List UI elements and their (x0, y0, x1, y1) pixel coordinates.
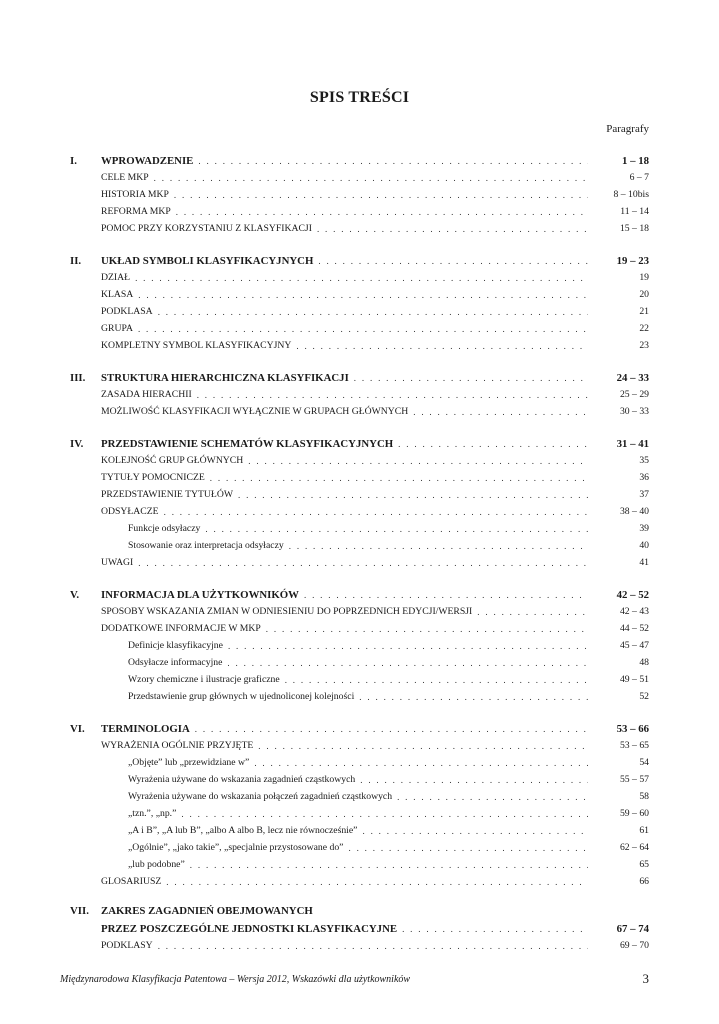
entry-label: „tzn.”, „np.” (128, 808, 177, 819)
entry-pages: 66 (639, 876, 649, 887)
column-header: Paragrafy (606, 123, 649, 135)
entry-label: GLOSARIUSZ (101, 876, 162, 887)
section-title: PRZEZ POSZCZEGÓLNE JEDNOSTKI KLASYFIKACYJNE (101, 923, 398, 935)
dot-leader (413, 406, 588, 420)
dot-leader (135, 272, 588, 286)
dot-leader (402, 923, 588, 937)
entry-pages: 23 (639, 340, 649, 351)
entry-pages: 36 (639, 472, 649, 483)
section-title: INFORMACJA DLA UŻYTKOWNIKÓW (101, 589, 299, 601)
entry-label: HISTORIA MKP (101, 189, 169, 200)
entry-pages: 44 – 52 (619, 623, 649, 634)
dot-leader (164, 506, 588, 520)
entry-label: Wzory chemiczne i ilustracje graficzne (128, 674, 280, 685)
section-number: VII. (70, 905, 89, 917)
toc-section-heading[interactable] (70, 251, 649, 269)
dot-leader (138, 323, 588, 337)
entry-pages: 39 (639, 523, 649, 534)
toc-entry[interactable] (70, 320, 649, 337)
entry-label: MOŻLIWOŚĆ KLASYFIKACJI WYŁĄCZNIE W GRUPACH GŁÓWNYCH (101, 406, 409, 417)
page-title: SPIS TREŚCI (309, 89, 410, 106)
section-number: I. (70, 155, 77, 167)
entry-pages: 49 – 51 (619, 674, 649, 685)
toc-entry[interactable] (70, 873, 649, 890)
dot-leader (205, 523, 588, 537)
section-title: UKŁAD SYMBOLI KLASYFIKACYJNYCH (101, 255, 314, 267)
entry-label: UWAGI (101, 557, 134, 568)
entry-pages: 20 (639, 289, 649, 300)
toc-subentry[interactable] (70, 788, 649, 805)
toc-entry[interactable] (70, 452, 649, 469)
entry-label: SPOSOBY WSKAZANIA ZMIAN W ODNIESIENIU DO POPRZEDNICH EDYCJI/WERSJI (101, 606, 473, 617)
dot-leader (158, 306, 588, 320)
toc-subentry[interactable] (70, 856, 649, 873)
entry-label: DODATKOWE INFORMACJE W MKP (101, 623, 261, 634)
dot-leader (348, 842, 588, 856)
toc-section-heading[interactable] (70, 585, 649, 603)
entry-label: KLASA (101, 289, 134, 300)
dot-leader (477, 606, 588, 620)
entry-pages: 65 (639, 859, 649, 870)
entry-pages: 53 – 65 (619, 740, 649, 751)
section-number: IV. (70, 438, 84, 450)
dot-leader (362, 825, 588, 839)
entry-pages: 61 (639, 825, 649, 836)
entry-pages: 62 – 64 (619, 842, 649, 853)
entry-label: POMOC PRZY KORZYSTANIU Z KLASYFIKACJI (101, 223, 312, 234)
page-number: 3 (642, 971, 649, 986)
page-footer: Międzynarodowa Klasyfikacja Patentowa – Wersja 2012, Wskazówki dla użytkowników (60, 974, 411, 985)
dot-leader (181, 808, 588, 822)
toc-entry[interactable] (70, 220, 649, 237)
toc-entry[interactable] (70, 554, 649, 571)
toc-entry[interactable] (70, 337, 649, 354)
section-title: STRUKTURA HIERARCHICZNA KLASYFIKACJI (101, 372, 349, 384)
dot-leader (176, 206, 588, 220)
toc-entry[interactable] (70, 737, 649, 754)
toc-entry[interactable] (70, 186, 649, 203)
entry-label: Funkcje odsyłaczy (128, 523, 201, 534)
toc-subentry[interactable] (70, 822, 649, 839)
toc-section-heading[interactable] (70, 368, 649, 386)
entry-pages: 41 (639, 557, 649, 568)
entry-label: PODKLASA (101, 306, 153, 317)
toc-subentry[interactable] (70, 671, 649, 688)
dot-leader (248, 455, 588, 469)
dot-leader (285, 674, 588, 688)
entry-label: „Ogólnie”, „jako takie”, „specjalnie przystosowane do” (128, 842, 344, 853)
toc-subentry[interactable] (70, 537, 649, 554)
dot-leader (227, 657, 588, 671)
dot-leader (360, 774, 588, 788)
toc-subentry[interactable] (70, 754, 649, 771)
dot-leader (238, 489, 588, 503)
dot-leader (197, 389, 588, 403)
toc-section (70, 585, 649, 705)
toc-entry[interactable] (70, 303, 649, 320)
dot-leader (258, 740, 588, 754)
dot-leader (195, 723, 588, 737)
entry-pages: 48 (639, 657, 649, 668)
toc-subentry[interactable] (70, 654, 649, 671)
entry-label: ODSYŁACZE (101, 506, 159, 517)
entry-pages: 45 – 47 (619, 640, 649, 651)
dot-leader (317, 223, 588, 237)
toc-subentry[interactable] (70, 805, 649, 822)
toc-entry[interactable] (70, 503, 649, 520)
section-pages: 1 – 18 (622, 155, 649, 167)
section-pages: 24 – 33 (616, 372, 649, 384)
entry-pages: 22 (639, 323, 649, 334)
entry-label: „Objęte” lub „przewidziane w” (128, 757, 250, 768)
entry-pages: 11 – 14 (620, 206, 649, 217)
entry-pages: 35 (639, 455, 649, 466)
toc-section-heading[interactable] (70, 719, 649, 737)
section-number: VI. (70, 723, 85, 735)
dot-leader (228, 640, 588, 654)
toc-entry[interactable] (70, 620, 649, 637)
dot-leader (190, 859, 588, 873)
entry-pages: 42 – 43 (619, 606, 649, 617)
entry-label: GRUPA (101, 323, 133, 334)
dot-leader (174, 189, 588, 203)
entry-pages: 38 – 40 (619, 506, 649, 517)
section-pages: 19 – 23 (616, 255, 649, 267)
entry-label: ZASADA HIERACHII (101, 389, 192, 400)
entry-label: CELE MKP (101, 172, 149, 183)
section-number: II. (70, 255, 82, 267)
toc-section (70, 719, 649, 890)
dot-leader (254, 757, 588, 771)
toc-subentry[interactable] (70, 520, 649, 537)
entry-label: Odsyłacze informacyjne (128, 657, 223, 668)
entry-pages: 52 (639, 691, 649, 702)
toc-section (70, 904, 649, 954)
dot-leader (398, 438, 588, 452)
section-pages: 67 – 74 (616, 923, 649, 935)
section-pages: 31 – 41 (616, 438, 649, 450)
entry-label: KOMPLETNY SYMBOL KLASYFIKACYJNY (101, 340, 292, 351)
entry-label: REFORMA MKP (101, 206, 171, 217)
section-number: V. (70, 589, 80, 601)
toc-entry[interactable] (70, 603, 649, 620)
dot-leader (166, 876, 588, 890)
section-pages: 53 – 66 (616, 723, 649, 735)
entry-pages: 15 – 18 (619, 223, 649, 234)
section-title: PRZEDSTAWIENIE SCHEMATÓW KLASYFIKACYJNYCH (101, 438, 394, 450)
entry-label: PODKLASY (101, 940, 153, 951)
toc-entry[interactable] (70, 486, 649, 503)
entry-label: Stosowanie oraz interpretacja odsyłaczy (128, 540, 284, 551)
entry-label: Definicje klasyfikacyjne (128, 640, 223, 651)
toc-section (70, 251, 649, 354)
entry-pages: 58 (639, 791, 649, 802)
entry-label: „A i B”, „A lub B”, „albo A albo B, lecz nie równocześnie” (128, 825, 358, 836)
entry-pages: 40 (639, 540, 649, 551)
entry-pages: 6 – 7 (629, 172, 649, 183)
toc-entry[interactable] (70, 286, 649, 303)
dot-leader (296, 340, 588, 354)
toc-section (70, 434, 649, 571)
toc-entry[interactable] (70, 403, 649, 420)
toc-entry[interactable] (70, 386, 649, 403)
entry-label: „lub podobne” (128, 859, 185, 870)
dot-leader (266, 623, 588, 637)
section-pages: 42 – 52 (616, 589, 649, 601)
entry-pages: 37 (639, 489, 649, 500)
section-title-line1: ZAKRES ZAGADNIEŃ OBEJMOWANYCH (101, 905, 313, 917)
entry-pages: 69 – 70 (619, 940, 649, 951)
entry-pages: 8 – 10bis (613, 189, 649, 200)
entry-pages: 21 (639, 306, 649, 317)
section-title: TERMINOLOGIA (101, 723, 190, 735)
toc-section (70, 151, 649, 237)
toc-subentry[interactable] (70, 839, 649, 856)
dot-leader (354, 372, 588, 386)
entry-pages: 25 – 29 (619, 389, 649, 400)
entry-label: KOLEJNOŚĆ GRUP GŁÓWNYCH (101, 455, 244, 466)
toc-entry[interactable] (70, 269, 649, 286)
toc-section-heading[interactable] (70, 151, 649, 169)
dot-leader (154, 172, 588, 186)
entry-label: TYTUŁY POMOCNICZE (101, 472, 205, 483)
toc-entry[interactable] (70, 169, 649, 186)
entry-pages: 19 (639, 272, 649, 283)
dot-leader (304, 589, 588, 603)
dot-leader (198, 155, 588, 169)
dot-leader (359, 691, 588, 705)
toc-subentry[interactable] (70, 688, 649, 705)
toc-section-heading[interactable] (70, 919, 649, 937)
toc-section-heading[interactable] (70, 434, 649, 452)
dot-leader (397, 791, 588, 805)
toc-entry[interactable] (70, 469, 649, 486)
entry-label: Przedstawienie grup głównych w ujednoliconej kolejności (128, 691, 355, 702)
dot-leader (138, 289, 588, 303)
toc-section-heading-line (70, 904, 649, 919)
toc-entry[interactable] (70, 937, 649, 954)
toc-entry[interactable] (70, 203, 649, 220)
toc-section (70, 368, 649, 420)
entry-pages: 30 – 33 (619, 406, 649, 417)
entry-label: Wyrażenia używane do wskazania połączeń zagadnień cząstkowych (128, 791, 393, 802)
entry-label: Wyrażenia używane do wskazania zagadnień cząstkowych (128, 774, 356, 785)
dot-leader (289, 540, 588, 554)
toc-subentry[interactable] (70, 771, 649, 788)
dot-leader (210, 472, 588, 486)
dot-leader (158, 940, 588, 954)
table-of-contents (70, 151, 649, 954)
dot-leader (318, 255, 588, 269)
section-title: WPROWADZENIE (101, 155, 194, 167)
entry-label: WYRAŻENIA OGÓLNIE PRZYJĘTE (101, 740, 254, 751)
entry-label: DZIAŁ (101, 272, 131, 283)
dot-leader (138, 557, 588, 571)
entry-pages: 55 – 57 (619, 774, 649, 785)
entry-pages: 59 – 60 (619, 808, 649, 819)
section-number: III. (70, 372, 86, 384)
entry-pages: 54 (639, 757, 649, 768)
toc-subentry[interactable] (70, 637, 649, 654)
entry-label: PRZEDSTAWIENIE TYTUŁÓW (101, 489, 233, 500)
